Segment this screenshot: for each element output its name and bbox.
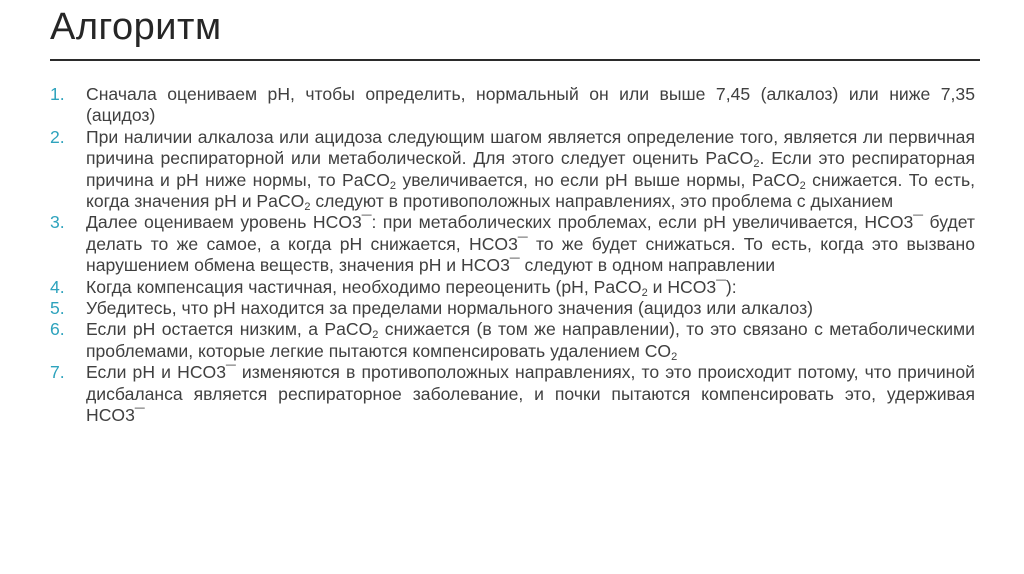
step-text: Сначала оцениваем pH, чтобы определить, нормальный он или выше 7,45 (алкалоз) или ниже 7,35 (ацидоз)	[86, 84, 975, 126]
list-item-step-6	[50, 319, 975, 362]
list-item-step-5	[50, 298, 975, 319]
list-item-step-2	[50, 127, 975, 213]
list-item-step-3	[50, 212, 975, 276]
list-item-step-7	[50, 362, 975, 426]
step-text: Если pH остается низким, а PaCO$_2$ снижается (в том же направлении), то это связано с метаболическими проблемами, которые легкие пытаются компенсировать удалением $CO_2$	[86, 319, 975, 363]
step-number: 4.	[50, 276, 65, 297]
list-item-step-1	[50, 84, 975, 127]
title-underline	[50, 59, 980, 61]
step-text: Если pH и HCO3¯ изменяются в противоположных направлениях, то это происходит потому, что причиной дисбаланса является респираторное заболевание, и почки пытаются компенсировать это, удерживая HCO3¯	[86, 362, 975, 426]
step-text: Когда компенсация частичная, необходимо переоценить (pH, PaCO$_2$ и HCO3¯):	[86, 276, 737, 299]
step-number: 6.	[50, 319, 65, 340]
step-number: 3.	[50, 212, 65, 233]
algorithm-steps-list	[50, 84, 975, 427]
step-number: 1.	[50, 84, 65, 104]
slide-title: Алгоритм	[50, 6, 222, 48]
list-item-step-4	[50, 277, 975, 298]
step-number: 2.	[50, 126, 65, 147]
step-text: Далее оцениваем уровень HCO3¯: при метаболических проблемах, если pH увеличивается, HCO3¯ будет делать то же самое, а когда pH снижается, HCO3¯ то же будет снижаться. То есть, когда это вызвано нарушением обмена веществ, значения pH и HCO3¯ следуют в одном направлении	[86, 212, 975, 276]
step-text: При наличии алкалоза или ацидоза следующим шагом является определение того, является ли первичная причина респираторной или метаболической. Для этого следует оценить PaCO$_2$. Если это респираторная причина и pH ниже нормы, то PaCO$_2$ увеличивается, но если pH выше нормы, PaCO$_2$ снижается. То есть, когда значения pH и PaCO$_2$ следуют в противоположных направлениях, это проблема с дыханием	[86, 126, 975, 214]
step-number: 5.	[50, 298, 65, 319]
step-number: 7.	[50, 362, 65, 383]
step-text: Убедитесь, что pH находится за пределами нормального значения (ацидоз или алкалоз)	[86, 298, 814, 319]
